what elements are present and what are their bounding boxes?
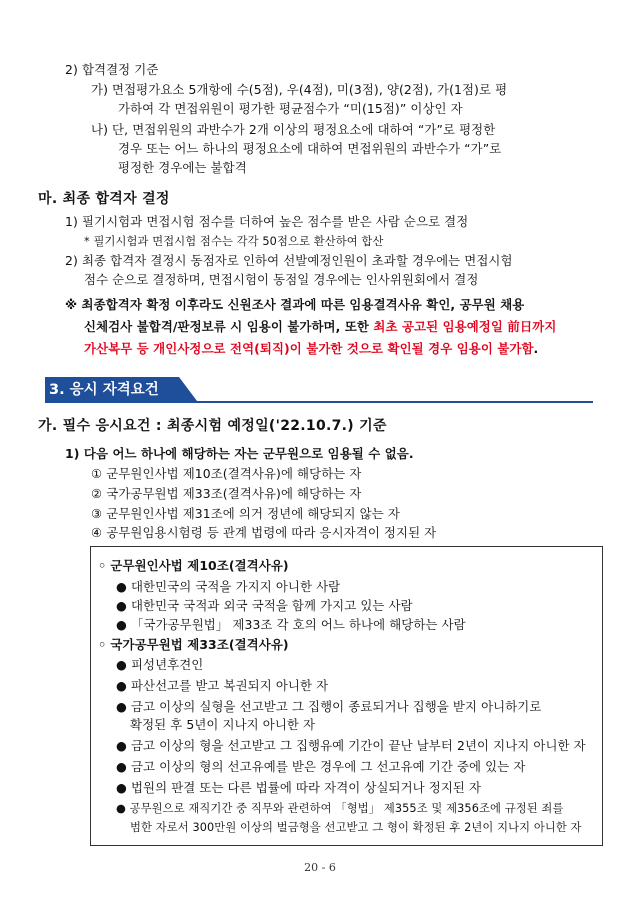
law2-item: ● 금고 이상의 형을 선고받고 그 집행유예 기간이 끝난 날부터 2년이 지나지 아니한 자 [116, 738, 586, 753]
requirement-item: ③ 군무원인사법 제31조에 의거 정년에 해당되지 않는 자 [91, 506, 400, 521]
requirement-item: ④ 공무원임용시험령 등 관계 법령에 따라 응시자격이 정지된 자 [91, 525, 437, 540]
warning-line2-red: 최초 공고된 임용예정일 前日까지 [373, 319, 557, 334]
criteria-na-line2: 경우 또는 어느 하나의 평정요소에 대하여 면접위원의 과반수가 “가”로 [118, 141, 502, 156]
criteria-na-line3: 평정한 경우에는 불합격 [118, 160, 247, 175]
warning-line2 [84, 319, 556, 335]
requirements-sub: 1) 다음 어느 하나에 해당하는 자는 군무원으로 임용될 수 없음. [65, 446, 414, 461]
law1-item: ● 대한민국의 국적을 가지지 아니한 사람 [116, 579, 341, 594]
law1-item: ● 「국가공무원법」 제33조 각 호의 어느 하나에 해당하는 사람 [116, 617, 466, 632]
requirement-item: ① 군무원인사법 제10조(결격사유)에 해당하는 자 [91, 466, 362, 481]
final-item-2-line1: 2) 최종 합격자 결정시 동점자로 인하여 선발예정인원이 초과할 경우에는 면접시험 [65, 253, 513, 268]
law2-item: ● 파산선고를 받고 복권되지 아니한 자 [116, 678, 329, 693]
final-item-2-line2: 점수 순으로 결정하며, 면접시험이 동점일 경우에는 인사위원회에서 결정 [84, 272, 479, 287]
law2-item: ● 금고 이상의 형의 선고유예를 받은 경우에 그 선고유예 기간 중에 있는 자 [116, 759, 526, 774]
section-title: 3. 응시 자격요건 [49, 382, 159, 398]
law2-item-continuation: 확정된 후 5년이 지나지 아니한 자 [130, 717, 316, 732]
warning-line1: ※ 최종합격자 확정 이후라도 신원조사 결과에 따른 임용결격사유 확인, 공무원 채용 [65, 297, 525, 312]
law2-item: ● 금고 이상의 실형을 선고받고 그 집행이 종료되거나 집행을 받지 아니하기로 [116, 699, 542, 714]
warning-line2-text: 신체검사 불합격/판정보류 시 임용이 불가하며, 또한 [84, 319, 369, 334]
law1-item: ● 대한민국 국적과 외국 국적을 함께 가지고 있는 사람 [116, 598, 413, 613]
final-note: * 필기시험과 면접시험 점수는 각각 50점으로 환산하여 합산 [84, 235, 384, 248]
final-item-1: 1) 필기시험과 면접시험 점수를 더하여 높은 점수를 받은 사람 순으로 결정 [65, 214, 469, 229]
final-heading: 마. 최종 합격자 결정 [38, 191, 170, 207]
criteria-na-line1: 나) 단, 면접위원의 과반수가 2개 이상의 평정요소에 대하여 “가”로 평정한 [91, 122, 496, 137]
law2-item: ● 공무원으로 재직기간 중 직무와 관련하여 「형법」 제355조 및 제356조에 규정된 죄를 [116, 802, 564, 815]
criteria-ga-line1: 가) 면접평가요소 5개항에 수(5점), 우(4점), 미(3점), 양(2점), 가(1점)로 평 [91, 82, 508, 97]
law1-title: ◦ 군무원인사법 제10조(결격사유) [98, 558, 289, 573]
warning-line3 [84, 341, 538, 357]
law2-item-continuation: 범한 자로서 300만원 이상의 벌금형을 선고받고 그 형이 확정된 후 2년이 지나지 아니한 자 [130, 821, 582, 834]
criteria-heading: 2) 합격결정 기준 [65, 62, 159, 77]
page-number: 20 - 6 [304, 861, 336, 874]
warning-line3-end: . [533, 341, 539, 356]
law2-item: ● 법원의 판결 또는 다른 법률에 따라 자격이 상실되거나 정지된 자 [116, 780, 482, 795]
requirement-item: ② 국가공무원법 제33조(결격사유)에 해당하는 자 [91, 486, 362, 501]
law2-item: ● 피성년후견인 [116, 657, 204, 672]
warning-line3-red: 가산복무 등 개인사정으로 전역(퇴직)이 불가한 것으로 확인될 경우 임용이 불가함 [84, 341, 534, 356]
requirements-heading: 가. 필수 응시요건 : 최종시험 예정일('22.10.7.) 기준 [38, 418, 387, 434]
criteria-ga-line2: 가하여 각 면접위원이 평가한 평균점수가 “미(15점)” 이상인 자 [118, 101, 463, 116]
law2-title: ◦ 국가공무원법 제33조(결격사유) [98, 637, 289, 652]
